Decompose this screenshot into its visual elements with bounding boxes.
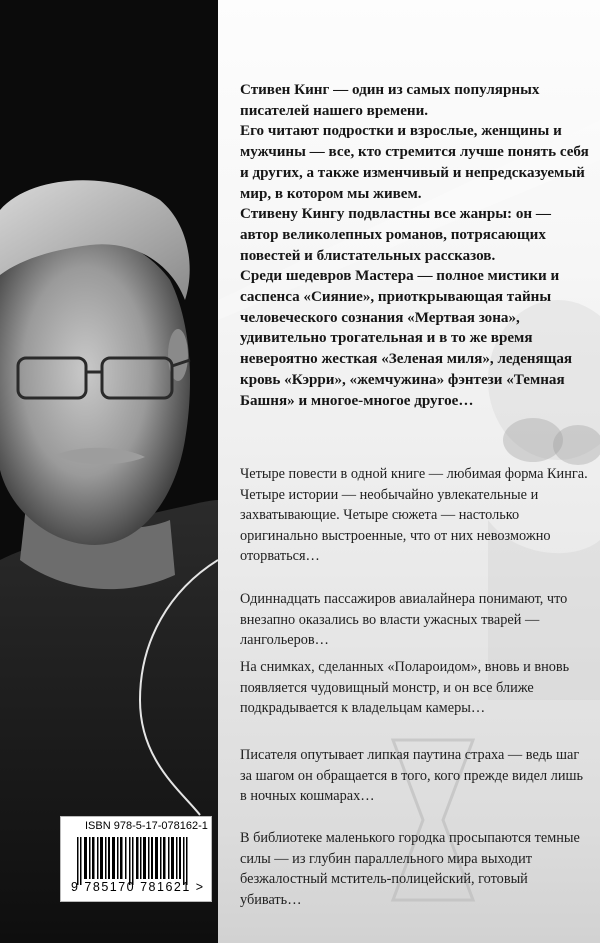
book-description: Четыре повести в одной книге — любимая форма Кинга. Четыре истории — необычайно увлекательные и захватывающие. Четыре сюжета — настолько оригинально выстроенные, что от них невозможно оторваться…: [240, 466, 588, 564]
story-library-policeman-blurb: В библиотеке маленького городка просыпаются темные силы — из глубин параллельного мира выходит безжалостный мститель-полицейский, готовый убивать…: [240, 830, 580, 908]
story-langoliers-blurb: Одиннадцать пассажиров авиалайнера понимают, что внезапно оказались во власти ужасных тварей — лангольеров…: [240, 591, 568, 648]
author-intro: [240, 80, 590, 411]
intro-paragraph: Среди шедевров Мастера — полное мистики и саспенса «Сияние», приоткрывающая тайны человеческого сознания «Мертвая зона», удивительно трогательная и в то же время невероятно жесткая «Зеленая миля», леденящая кровь «Кэрри», «жемчужина» фэнтези «Темная Башня» и многое-многое другое…: [240, 268, 573, 409]
story-sun-dog-blurb: На снимках, сделанных «Полароидом», вновь и вновь появляется чудовищный монстр, и он все ближе подкрадывается к владельцам камеры…: [240, 659, 570, 716]
barcode-digits: 9 785170 781621 >: [71, 880, 205, 894]
story-secret-window-blurb: Писателя опутывает липкая паутина страха — ведь шаг за шагом он обращается в того, кого прежде видел лишь в ночных кошмарах…: [240, 747, 584, 804]
barcode-label: [60, 816, 212, 902]
intro-paragraph: Его читают подростки и взрослые, женщины и мужчины — все, кто стремится лучше понять себя и других, а также изменчивый и непредсказуемый мир, в котором мы живем.: [240, 123, 589, 202]
author-photo: [0, 0, 218, 943]
text-panel: [218, 0, 600, 943]
intro-paragraph: Стивену Кингу подвластны все жанры: он — автор великолепных романов, потрясающих повестей и блистательных рассказов.: [240, 206, 551, 264]
isbn-number: ISBN 978-5-17-078162-1: [85, 820, 208, 832]
author-portrait-image: [0, 0, 218, 943]
intro-paragraph: Стивен Кинг — один из самых популярных писателей нашего времени.: [240, 82, 540, 119]
